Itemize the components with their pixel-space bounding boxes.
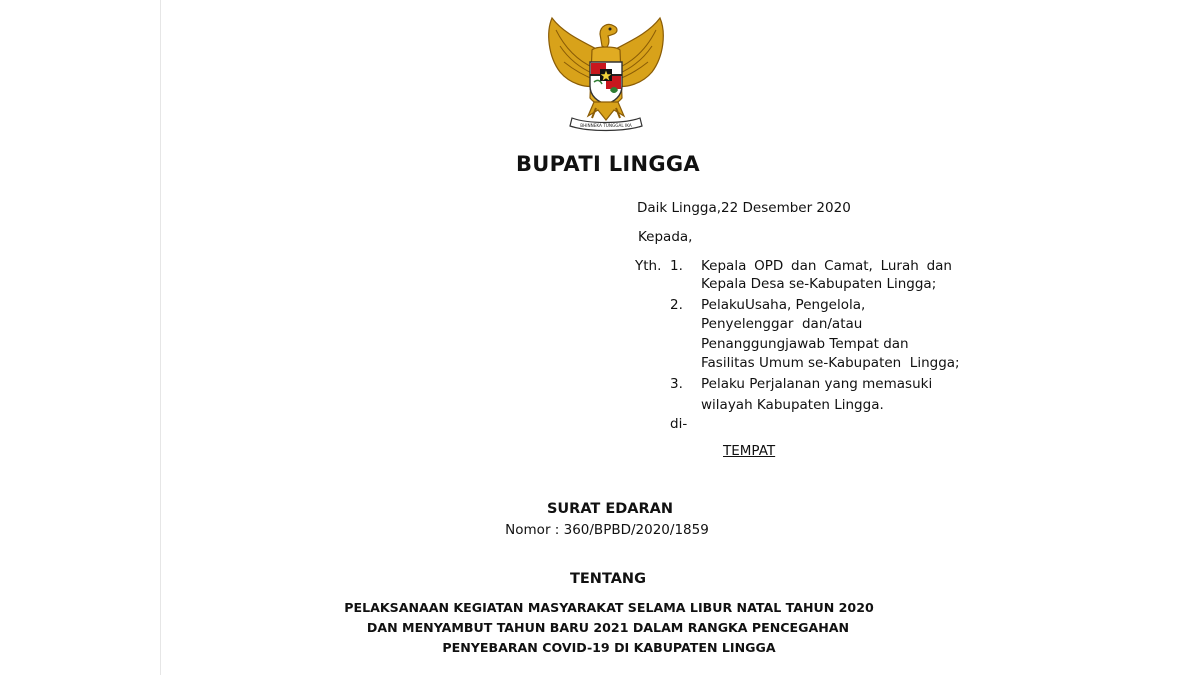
- garuda-emblem-icon: [544, 12, 668, 136]
- recipient-3-line-2: wilayah Kabupaten Lingga.: [701, 397, 884, 413]
- recipient-1-line-2: Kepala Desa se-Kabupaten Lingga;: [701, 276, 937, 292]
- recipient-3-line-1: Pelaku Perjalanan yang memasuki: [701, 376, 933, 392]
- recipient-2-line-2: Penyelenggar dan/atau: [701, 316, 863, 332]
- word: OPD: [754, 258, 784, 274]
- tempat-label: TEMPAT: [723, 443, 776, 459]
- word: Kepala: [701, 258, 747, 274]
- subject-line-3: PENYEBARAN COVID-19 DI KABUPATEN LINGGA: [442, 640, 776, 655]
- recipient-3-number: 3.: [670, 376, 683, 392]
- place-date: Daik Lingga,22 Desember 2020: [637, 200, 851, 216]
- letter-type: SURAT EDARAN: [546, 501, 674, 517]
- subject-line-2: DAN MENYAMBUT TAHUN BARU 2021 DALAM RANGKA PENCEGAHAN: [366, 620, 850, 635]
- letter-number: Nomor : 360/BPBD/2020/1859: [505, 522, 709, 538]
- subject-line-1: PELAKSANAAN KEGIATAN MASYARAKAT SELAMA LIBUR NATAL TAHUN 2020: [344, 600, 874, 615]
- word: dan: [791, 258, 817, 274]
- tentang-heading: TENTANG: [570, 571, 646, 587]
- recipient-2-number: 2.: [670, 297, 683, 313]
- recipient-1-line-1: [701, 257, 952, 275]
- word: Lurah: [880, 258, 919, 274]
- di-label: di-: [670, 416, 688, 432]
- recipient-1-number: 1.: [670, 258, 683, 274]
- word: dan: [926, 258, 952, 274]
- recipient-2-line-4: Fasilitas Umum se-Kabupaten Lingga;: [701, 355, 960, 371]
- document-heading: BUPATI LINGGA: [516, 152, 700, 176]
- recipient-2-line-3: Penanggungjawab Tempat dan: [701, 336, 909, 352]
- word: Camat,: [824, 258, 873, 274]
- recipients-prefix: Yth.: [635, 258, 662, 274]
- recipient-2-line-1: PelakuUsaha, Pengelola,: [701, 297, 866, 313]
- emblem-motto-text: BHINNEKA TUNGGAL IKA: [580, 123, 632, 128]
- page-left-edge: [160, 0, 161, 675]
- salutation: Kepada,: [638, 229, 693, 245]
